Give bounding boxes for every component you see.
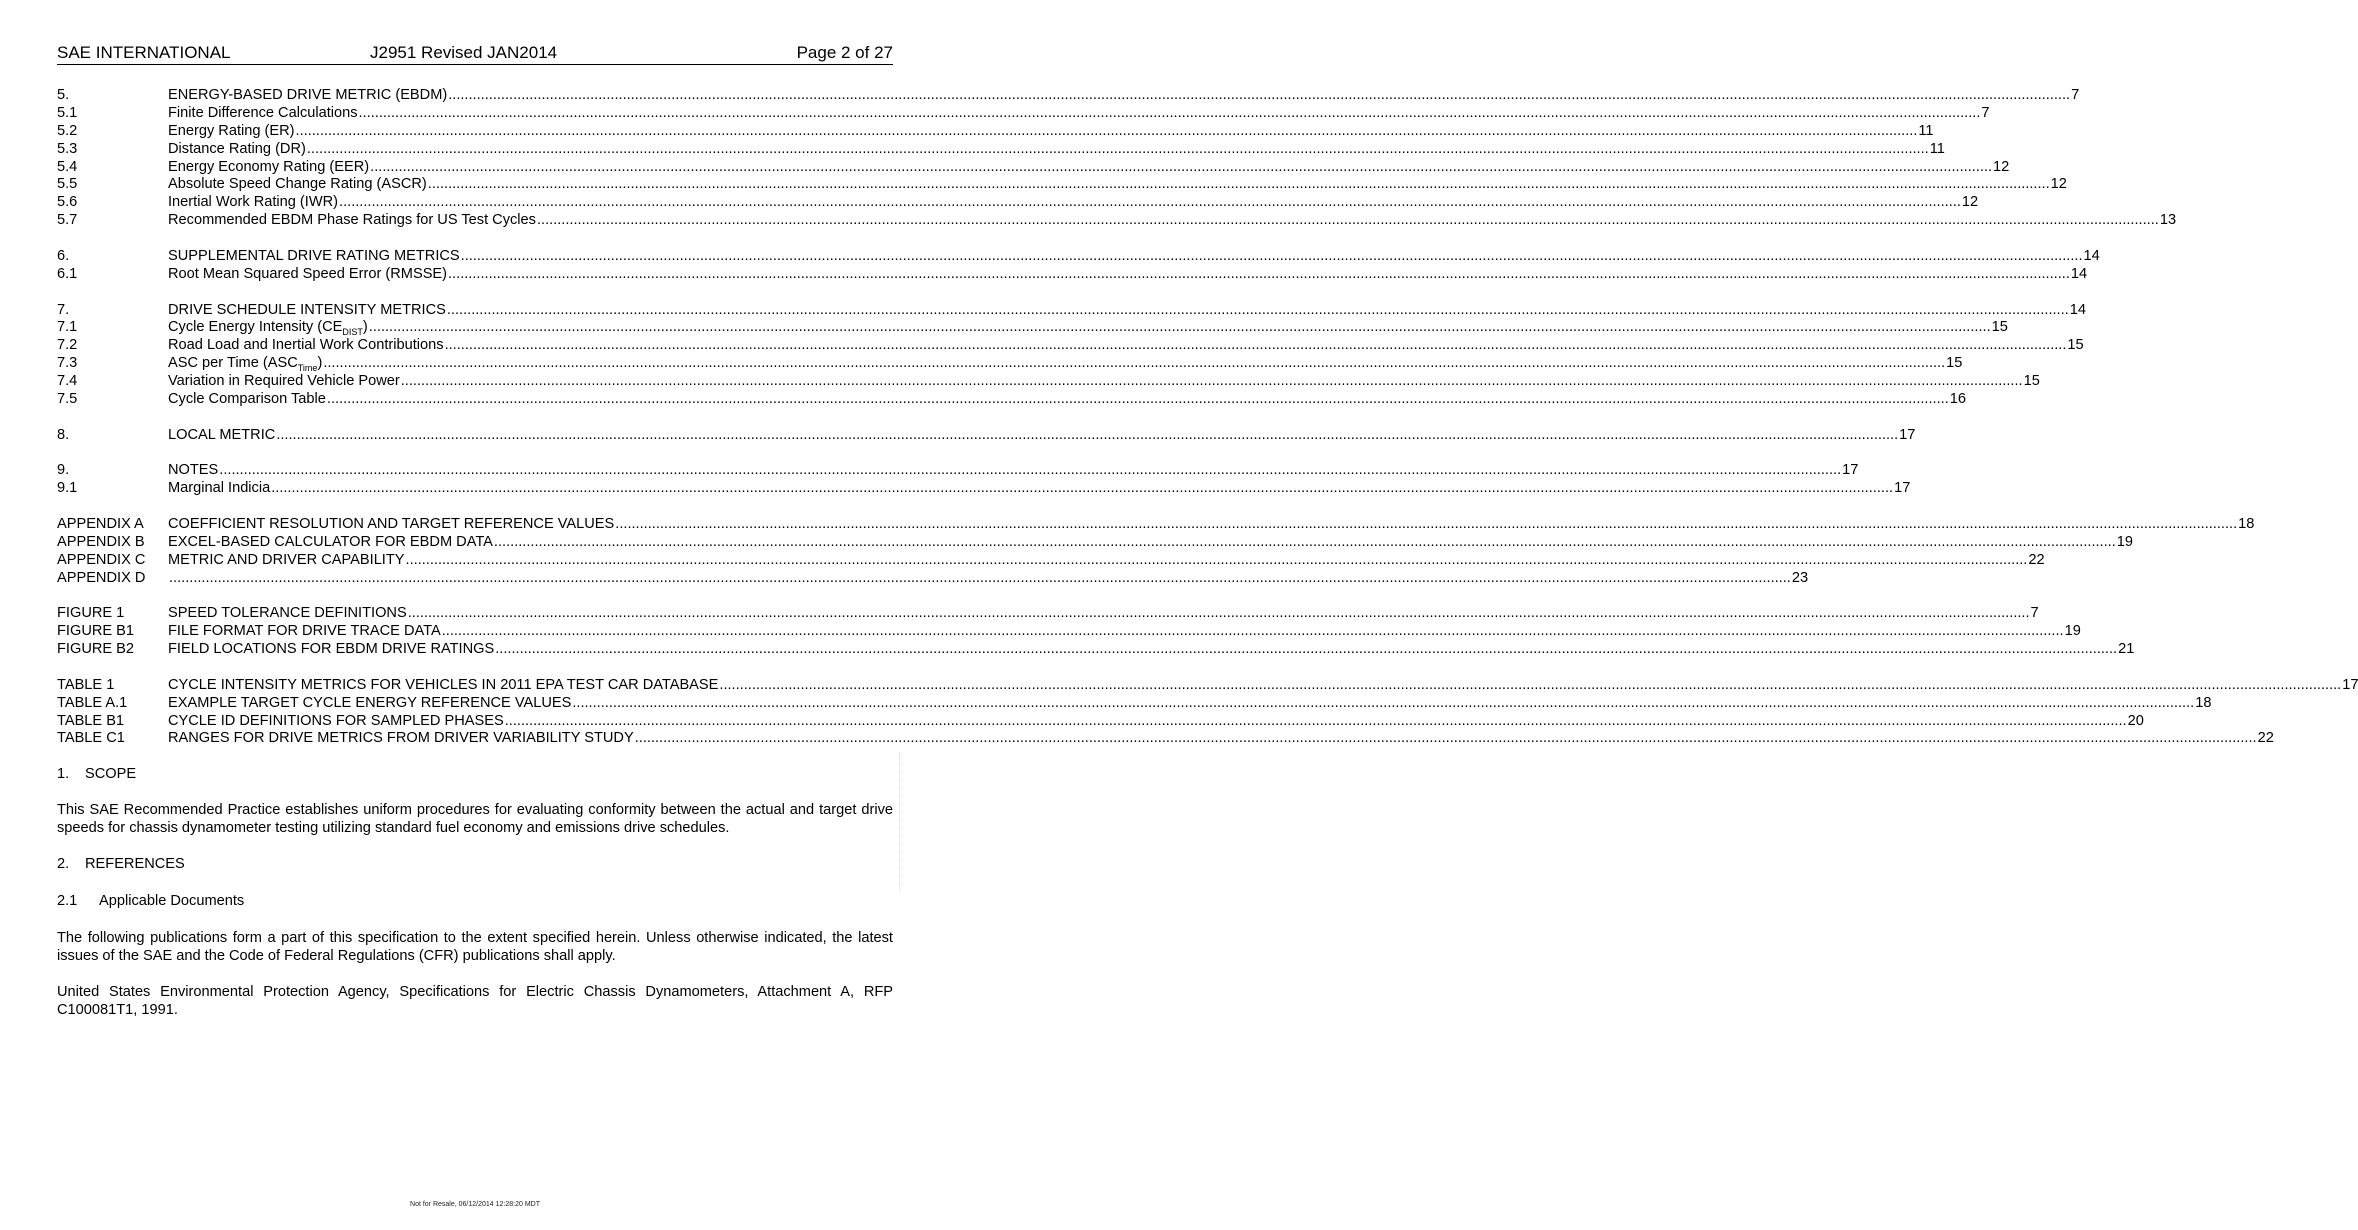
toc-entry[interactable] bbox=[57, 319, 2008, 338]
toc-entry-page: 11 bbox=[1929, 140, 1945, 157]
toc-leader-dots: ................................................................................................................................................................................................................................................................................................................................................................................................................ bbox=[615, 515, 2238, 532]
toc-leader-dots: ................................................................................................................................................................................................................................................................................................................................................................................................................ bbox=[446, 301, 2069, 318]
toc-entry-number: 7.3 bbox=[57, 355, 78, 372]
toc-entry[interactable] bbox=[57, 390, 1966, 409]
toc-entry[interactable] bbox=[57, 87, 2080, 105]
toc-entry-page: 14 bbox=[2069, 301, 2086, 318]
toc-entry-page: 19 bbox=[2116, 533, 2134, 550]
toc-entry[interactable] bbox=[57, 551, 2045, 570]
toc-entry-page: 12 bbox=[1961, 194, 1979, 211]
toc-entry-title: Recommended EBDM Phase Ratings for US Test Cycles bbox=[168, 212, 536, 229]
header-doc-id: J2951 Revised JAN2014 bbox=[370, 43, 558, 62]
page-footer: Not for Resale, 06/12/2014 12:28:20 MDT bbox=[410, 1201, 540, 1208]
toc-entry-page: 18 bbox=[2238, 515, 2255, 532]
toc-entry-title: Absolute Speed Change Rating (ASCR) bbox=[168, 176, 427, 193]
toc-entry-number: 5.4 bbox=[57, 158, 78, 175]
header-page-number: Page 2 of 27 bbox=[796, 43, 893, 62]
toc-leader-dots: ................................................................................................................................................................................................................................................................................................................................................................................................................ bbox=[405, 551, 2028, 568]
toc-leader-dots: ................................................................................................................................................................................................................................................................................................................................................................................................................ bbox=[448, 265, 2070, 282]
toc-entry-number: TABLE A.1 bbox=[57, 694, 128, 711]
toc-entry-title: Inertial Work Rating (IWR) bbox=[168, 194, 339, 211]
toc-entry-title: LOCAL METRIC bbox=[168, 426, 276, 443]
toc-spacer bbox=[57, 284, 893, 302]
toc-entry-number: 8. bbox=[57, 426, 70, 443]
toc-entry-title: METRIC AND DRIVER CAPABILITY bbox=[168, 551, 405, 568]
toc-entry-page: 16 bbox=[1949, 390, 1966, 407]
toc-entry-page: 19 bbox=[2064, 623, 2081, 640]
toc-entry-page: 15 bbox=[1946, 355, 1963, 372]
toc-entry[interactable] bbox=[57, 426, 1916, 445]
applicable-documents-paragraph: The following publications form a part of this specification to the extent specified herein. Unless otherwise indicated, the latest issues of the SAE and the Code of Federal Regulations (CFR) publications shall apply. bbox=[57, 930, 893, 964]
toc-leader-dots: ................................................................................................................................................................................................................................................................................................................................................................................................................ bbox=[407, 605, 2030, 622]
toc-spacer bbox=[57, 498, 893, 516]
toc-entry[interactable] bbox=[57, 176, 2067, 194]
toc-entry-page: 17 bbox=[1842, 462, 1859, 479]
section-heading-references: 2. REFERENCES bbox=[57, 856, 185, 872]
toc-entry-title: FILE FORMAT FOR DRIVE TRACE DATA bbox=[168, 623, 441, 640]
toc-entry[interactable] bbox=[57, 533, 2134, 552]
toc-entry-title: Cycle Comparison Table bbox=[168, 390, 326, 407]
toc-entry-page: 18 bbox=[2195, 694, 2212, 711]
toc-entry-page: 20 bbox=[2127, 712, 2144, 729]
toc-entry-title: EXCEL-BASED CALCULATOR FOR EBDM DATA bbox=[168, 533, 493, 550]
toc-entry-page: 14 bbox=[2083, 247, 2100, 264]
toc-leader-dots: ................................................................................................................................................................................................................................................................................................................................................................................................................ bbox=[295, 122, 1918, 139]
toc-entry[interactable] bbox=[57, 712, 2144, 731]
toc-entry-number: APPENDIX D bbox=[57, 569, 146, 586]
toc-entry[interactable] bbox=[57, 480, 1911, 498]
toc-spacer bbox=[57, 445, 893, 463]
toc-entry[interactable] bbox=[57, 247, 2100, 266]
toc-entry-title: COEFFICIENT RESOLUTION AND TARGET REFERENCE VALUES bbox=[168, 515, 615, 532]
toc-entry-title: Finite Difference Calculations bbox=[168, 104, 358, 121]
toc-entry-number: 7.5 bbox=[57, 390, 78, 407]
toc-entry-title: DRIVE SCHEDULE INTENSITY METRICS bbox=[168, 301, 446, 318]
toc-entry-number: 5.6 bbox=[57, 194, 78, 211]
toc-leader-dots: ................................................................................................................................................................................................................................................................................................................................................................................................................ bbox=[306, 140, 1929, 157]
toc-leader-dots: ................................................................................................................................................................................................................................................................................................................................................................................................................ bbox=[493, 533, 2116, 550]
toc-leader-dots: ................................................................................................................................................................................................................................................................................................................................................................................................................ bbox=[634, 730, 2257, 747]
toc-entry-number: APPENDIX C bbox=[57, 551, 146, 568]
toc-entry-number: FIGURE 1 bbox=[57, 605, 125, 622]
toc-leader-dots: ................................................................................................................................................................................................................................................................................................................................................................................................................ bbox=[460, 247, 2083, 264]
toc-spacer bbox=[57, 409, 893, 427]
toc-entry[interactable] bbox=[57, 605, 2039, 623]
toc-spacer bbox=[57, 230, 893, 248]
toc-entry-page: 15 bbox=[2023, 373, 2040, 390]
toc-entry-number: FIGURE B1 bbox=[57, 623, 135, 640]
toc-entry-title: Variation in Required Vehicle Power bbox=[168, 373, 400, 390]
toc-entry-number: 6.1 bbox=[57, 265, 78, 282]
toc-entry-number: APPENDIX B bbox=[57, 533, 145, 550]
toc-spacer bbox=[57, 659, 893, 677]
toc-entry[interactable] bbox=[57, 623, 2081, 641]
toc-leader-dots: ................................................................................................................................................................................................................................................................................................................................................................................................................ bbox=[339, 194, 1961, 211]
toc-leader-dots: ................................................................................................................................................................................................................................................................................................................................................................................................................ bbox=[448, 87, 2071, 103]
toc-entry[interactable] bbox=[57, 730, 2274, 748]
section-heading-applicable-documents: 2.1 Applicable Documents bbox=[57, 893, 245, 909]
toc-entry[interactable] bbox=[57, 212, 2177, 230]
toc-entry-page: 7 bbox=[2030, 605, 2039, 622]
toc-entry-title: Distance Rating (DR) bbox=[168, 140, 306, 157]
toc-leader-dots: ................................................................................................................................................................................................................................................................................................................................................................................................................ bbox=[536, 212, 2159, 229]
toc-entry[interactable] bbox=[57, 641, 2135, 659]
toc-entry-title: SUPPLEMENTAL DRIVE RATING METRICS bbox=[168, 247, 460, 264]
toc-entry-number: TABLE B1 bbox=[57, 712, 125, 729]
toc-entry-number: 5.5 bbox=[57, 176, 78, 193]
toc-entry[interactable] bbox=[57, 462, 1859, 480]
toc-entry[interactable] bbox=[57, 158, 2010, 177]
toc-entry-page: 23 bbox=[1791, 569, 1809, 586]
toc-entry-title: Road Load and Inertial Work Contributions bbox=[168, 337, 444, 354]
toc-entry-number: APPENDIX A bbox=[57, 515, 144, 532]
toc-entry-page: 21 bbox=[2118, 641, 2135, 658]
toc-leader-dots: ................................................................................................................................................................................................................................................................................................................................................................................................................ bbox=[444, 337, 2067, 354]
toc-leader-dots: ................................................................................................................................................................................................................................................................................................................................................................................................................ bbox=[441, 623, 2064, 640]
toc-entry[interactable] bbox=[57, 355, 1963, 374]
toc-leader-dots: ................................................................................................................................................................................................................................................................................................................................................................................................................ bbox=[276, 426, 1899, 443]
toc-entry-number: 5. bbox=[57, 87, 70, 103]
toc-entry-page: 13 bbox=[2159, 212, 2177, 229]
toc-entry[interactable] bbox=[57, 194, 1979, 212]
toc-entry-page: 14 bbox=[2070, 265, 2088, 282]
toc-entry-title: NOTES bbox=[168, 462, 219, 479]
toc-entry[interactable] bbox=[57, 104, 1990, 123]
toc-entry-page: 15 bbox=[2067, 337, 2084, 354]
toc-entry-title: ENERGY-BASED DRIVE METRIC (EBDM) bbox=[168, 87, 448, 103]
toc-entry[interactable] bbox=[57, 676, 2358, 695]
toc-entry-number: FIGURE B2 bbox=[57, 641, 135, 658]
toc-entry-title: SPEED TOLERANCE DEFINITIONS bbox=[168, 605, 407, 622]
toc-entry-page: 11 bbox=[1918, 122, 1934, 139]
toc-entry-page: 15 bbox=[1991, 319, 2008, 336]
toc-entry-subscript: Time bbox=[297, 363, 318, 374]
toc-entry-title: EXAMPLE TARGET CYCLE ENERGY REFERENCE VALUES bbox=[168, 694, 572, 711]
toc-entry-title: ASC per Time $(ASC_{Time})$ bbox=[168, 355, 323, 374]
toc-entry-page: 17 bbox=[1894, 480, 1911, 497]
toc-entry-subscript: DIST bbox=[342, 327, 363, 338]
toc-leader-dots: ................................................................................................................................................................................................................................................................................................................................................................................................................ bbox=[169, 569, 1791, 586]
toc-spacer bbox=[57, 587, 893, 605]
toc-entry-title: Root Mean Squared Speed Error (RMSSE) bbox=[168, 265, 448, 282]
toc-entry-page: 7 bbox=[1981, 104, 1990, 121]
toc-entry-page: 22 bbox=[2257, 730, 2274, 747]
toc-leader-dots: ................................................................................................................................................................................................................................................................................................................................................................................................................ bbox=[271, 480, 1894, 497]
epa-reference-paragraph: United States Environmental Protection Agency, Specifications for Electric Chassis Dynamometers, Attachment A, RFP C100081T1, 1991. bbox=[57, 984, 893, 1018]
toc-leader-dots: ................................................................................................................................................................................................................................................................................................................................................................................................................ bbox=[504, 712, 2127, 729]
section-heading-scope: 1. SCOPE bbox=[57, 766, 137, 782]
toc-entry-number: 5.7 bbox=[57, 212, 78, 229]
toc-entry[interactable] bbox=[57, 515, 2255, 534]
toc-entry-number: 7.4 bbox=[57, 373, 78, 390]
toc-entry-page: 7 bbox=[2071, 87, 2080, 103]
toc-entry-number: 9. bbox=[57, 462, 70, 479]
header-org: SAE INTERNATIONAL bbox=[57, 43, 231, 62]
toc-entry[interactable] bbox=[57, 265, 2088, 284]
toc-entry-page: 17 bbox=[1899, 426, 1916, 443]
toc-leader-dots: ................................................................................................................................................................................................................................................................................................................................................................................................................ bbox=[368, 319, 1991, 336]
toc-entry-title: Cycle Energy Intensity $(CE_{DIST})$ bbox=[168, 319, 368, 338]
toc-entry[interactable] bbox=[57, 122, 1934, 141]
toc-entry-number: 5.3 bbox=[57, 140, 78, 157]
toc-entry-number: TABLE C1 bbox=[57, 730, 125, 747]
toc-leader-dots: ................................................................................................................................................................................................................................................................................................................................................................................................................ bbox=[495, 641, 2118, 658]
toc-leader-dots: ................................................................................................................................................................................................................................................................................................................................................................................................................ bbox=[427, 176, 2050, 193]
toc-entry-title: Marginal Indicia bbox=[168, 480, 271, 497]
toc-entry-page: 17 bbox=[2342, 676, 2358, 693]
toc-entry-title: RANGES FOR DRIVE METRICS FROM DRIVER VARIABILITY STUDY bbox=[168, 730, 634, 747]
toc-entry-number: 7. bbox=[57, 301, 70, 318]
margin-indicia bbox=[899, 752, 906, 892]
page-header bbox=[57, 43, 893, 65]
toc-entry-number: 6. bbox=[57, 247, 70, 264]
toc-leader-dots: ................................................................................................................................................................................................................................................................................................................................................................................................................ bbox=[358, 104, 1981, 121]
toc-entry-title: CYCLE ID DEFINITIONS FOR SAMPLED PHASES bbox=[168, 712, 504, 729]
toc-leader-dots: ................................................................................................................................................................................................................................................................................................................................................................................................................ bbox=[719, 676, 2342, 693]
toc-entry-title: Energy Rating (ER) bbox=[168, 122, 295, 139]
toc-leader-dots: ................................................................................................................................................................................................................................................................................................................................................................................................................ bbox=[219, 462, 1842, 479]
toc-entry-page: 12 bbox=[1993, 158, 2010, 175]
toc-entry[interactable] bbox=[57, 694, 2212, 713]
toc-entry[interactable] bbox=[57, 373, 2040, 391]
toc-entry[interactable] bbox=[57, 337, 2084, 355]
toc-entry-number: 7.2 bbox=[57, 337, 78, 354]
toc-entry[interactable] bbox=[57, 140, 1945, 159]
toc-entry-number: 7.1 bbox=[57, 319, 78, 336]
toc-entry-number: 5.1 bbox=[57, 104, 78, 121]
toc-entry[interactable] bbox=[57, 569, 1809, 588]
toc-leader-dots: ................................................................................................................................................................................................................................................................................................................................................................................................................ bbox=[572, 694, 2195, 711]
table-of-contents bbox=[57, 87, 2358, 748]
toc-entry-page: 22 bbox=[2028, 551, 2045, 568]
toc-entry-number: TABLE 1 bbox=[57, 676, 115, 693]
toc-entry[interactable] bbox=[57, 301, 2086, 320]
toc-leader-dots: ................................................................................................................................................................................................................................................................................................................................................................................................................ bbox=[370, 158, 1993, 175]
toc-entry-number: 9.1 bbox=[57, 480, 78, 497]
toc-leader-dots: ................................................................................................................................................................................................................................................................................................................................................................................................................ bbox=[326, 390, 1949, 407]
scope-paragraph: This SAE Recommended Practice establishes uniform procedures for evaluating conformity between the actual and target drive speeds for chassis dynamometer testing utilizing standard fuel economy and emissions drive schedules. bbox=[57, 802, 893, 836]
toc-entry-title: CYCLE INTENSITY METRICS FOR VEHICLES IN 2011 EPA TEST CAR DATABASE bbox=[168, 676, 719, 693]
toc-leader-dots: ................................................................................................................................................................................................................................................................................................................................................................................................................ bbox=[400, 373, 2023, 390]
toc-entry-title: Energy Economy Rating (EER) bbox=[168, 158, 370, 175]
toc-entry-title: FIELD LOCATIONS FOR EBDM DRIVE RATINGS bbox=[168, 641, 495, 658]
toc-entry-number: 5.2 bbox=[57, 122, 78, 139]
toc-entry-page: 12 bbox=[2050, 176, 2067, 193]
toc-leader-dots: ................................................................................................................................................................................................................................................................................................................................................................................................................ bbox=[323, 355, 1946, 372]
